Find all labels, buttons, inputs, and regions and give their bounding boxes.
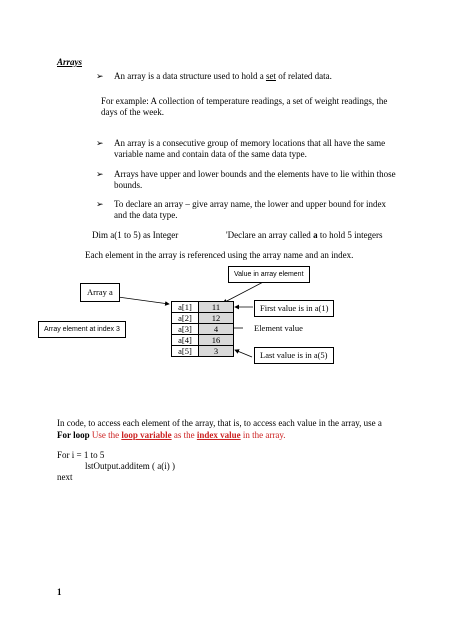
array-a-box: Array a xyxy=(80,283,120,302)
index-cell: a[2] xyxy=(172,313,199,324)
bullet-arrow-icon: ➢ xyxy=(96,138,104,148)
code-para-line-1: In code, to access each element of the array, that is, to access each value in the array, use a xyxy=(57,418,382,428)
table-row xyxy=(172,313,234,324)
code-line-2: lstOutput.additem ( a(i) ) xyxy=(85,461,175,471)
table-row xyxy=(172,324,234,335)
first-value-box: First value is in a(1) xyxy=(254,300,334,317)
code-line-3: next xyxy=(57,472,73,482)
example-line-2: days of the week. xyxy=(101,107,164,117)
value-cell: 3 xyxy=(199,346,234,357)
last-value-arrow xyxy=(235,350,252,357)
table-row xyxy=(172,335,234,346)
code-para-line-2: For loop Use the loop variable as the index value in the array. xyxy=(57,430,286,440)
value-cell: 16 xyxy=(199,335,234,346)
value-label-box: Value in array element xyxy=(228,266,310,283)
declaration-comment: 'Declare an array called a to hold 5 integers xyxy=(226,230,383,240)
page-title: Arrays xyxy=(57,57,83,67)
index-cell: a[4] xyxy=(172,335,199,346)
bullet-4-line-2: and the data type. xyxy=(114,210,178,220)
declaration-code: Dim a(1 to 5) as Integer xyxy=(92,230,179,240)
last-value-box: Last value is in a(5) xyxy=(254,347,334,364)
table-row xyxy=(172,302,234,313)
value-cell: 11 xyxy=(199,302,234,313)
index-cell: a[1] xyxy=(172,302,199,313)
value-cell: 12 xyxy=(199,313,234,324)
code-line-1: For i = 1 to 5 xyxy=(57,450,105,460)
bullet-4-line-1: To declare an array – give array name, the lower and upper bound for index xyxy=(114,199,387,209)
example-line-1: For example: A collection of temperature readings, a set of weight readings, the xyxy=(101,96,388,106)
index-cell: a[5] xyxy=(172,346,199,357)
bullet-arrow-icon: ➢ xyxy=(96,71,104,81)
bullet-3-line-2: bounds. xyxy=(114,180,143,190)
index-cell: a[3] xyxy=(172,324,199,335)
each-element-text: Each element in the array is referenced using the array name and an index. xyxy=(85,250,354,260)
bullet-1-text: An array is a data structure used to hold a set of related data. xyxy=(114,71,332,81)
array-table xyxy=(171,301,234,357)
bullet-arrow-icon: ➢ xyxy=(96,199,104,209)
bullet-2-line-2: variable name and contain data of the same data type. xyxy=(114,149,307,159)
page-number: 1 xyxy=(57,587,62,597)
array-a-arrow xyxy=(118,297,169,304)
value-cell: 4 xyxy=(199,324,234,335)
element-value-label: Element value xyxy=(254,323,303,333)
bullet-3-line-1: Arrays have upper and lower bounds and the elements have to lie within those xyxy=(114,169,396,179)
index-label-box: Array element at index 3 xyxy=(38,321,126,338)
bullet-arrow-icon: ➢ xyxy=(96,169,104,179)
bullet-2-line-1: An array is a consecutive group of memory locations that all have the same xyxy=(114,138,386,148)
table-row xyxy=(172,346,234,357)
